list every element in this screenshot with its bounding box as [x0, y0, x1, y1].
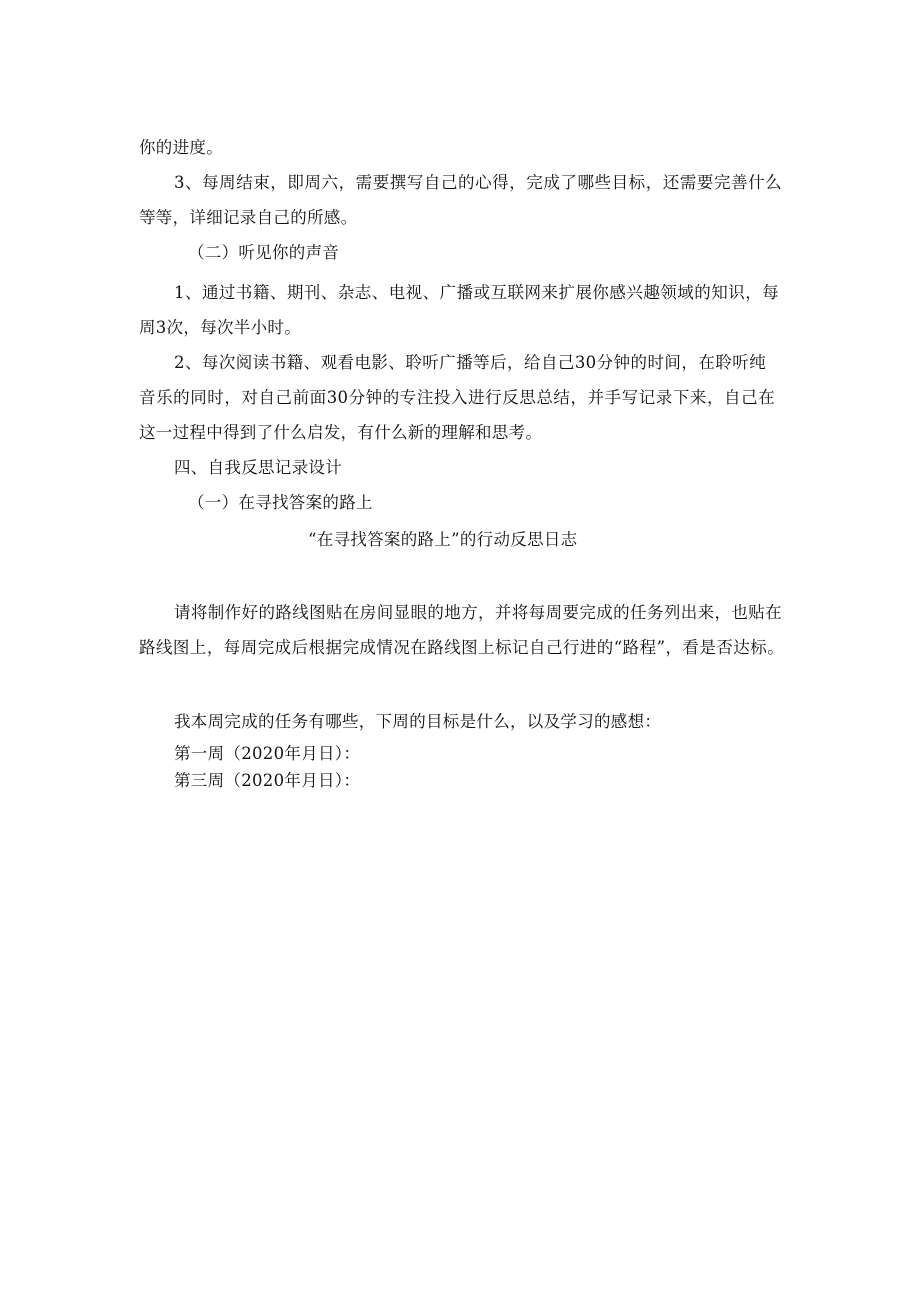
section-4-1-heading: （一）在寻找答案的路上 [188, 493, 373, 512]
instruction-line-1: 请将制作好的路线图贴在房间显眼的地方，并将每周要完成的任务列出来，也贴在 [174, 603, 782, 622]
paragraph-1-line-2: 周3次，每次半小时。 [139, 318, 301, 337]
weekly-prompt: 我本周完成的任务有哪些，下周的目标是什么，以及学习的感想： [174, 712, 662, 731]
paragraph-3-line-1: 3、每周结束，即周六，需要撰写自己的心得，完成了哪些目标，还需要完善什么 [174, 173, 782, 192]
log-title: “在寻找答案的路上”的行动反思日志 [308, 530, 578, 549]
paragraph-2-line-1: 2、每次阅读书籍、观看电影、聆听广播等后，给自己30分钟的时间，在聆听纯 [174, 353, 766, 372]
paragraph-3-line-2: 等等，详细记录自己的所感。 [139, 208, 358, 227]
paragraph-continuation: 你的进度。 [139, 138, 223, 157]
week-1-entry: 第一周（2020年月日）： [174, 744, 361, 763]
section-2-heading: （二）听见你的声音 [188, 243, 340, 262]
instruction-line-2: 路线图上，每周完成后根据完成情况在路线图上标记自己行进的“路程”，看是否达标。 [139, 638, 784, 657]
section-4-heading: 四、自我反思记录设计 [174, 458, 342, 477]
paragraph-1-line-1: 1、通过书籍、期刊、杂志、电视、广播或互联网来扩展你感兴趣领域的知识，每 [174, 283, 779, 302]
week-3-entry: 第三周（2020年月日）： [174, 771, 361, 790]
paragraph-2-line-2: 音乐的同时，对自己前面30分钟的专注投入进行反思总结，并手写记录下来，自己在 [139, 388, 775, 407]
paragraph-2-line-3: 这一过程中得到了什么启发，有什么新的理解和思考。 [139, 423, 543, 442]
